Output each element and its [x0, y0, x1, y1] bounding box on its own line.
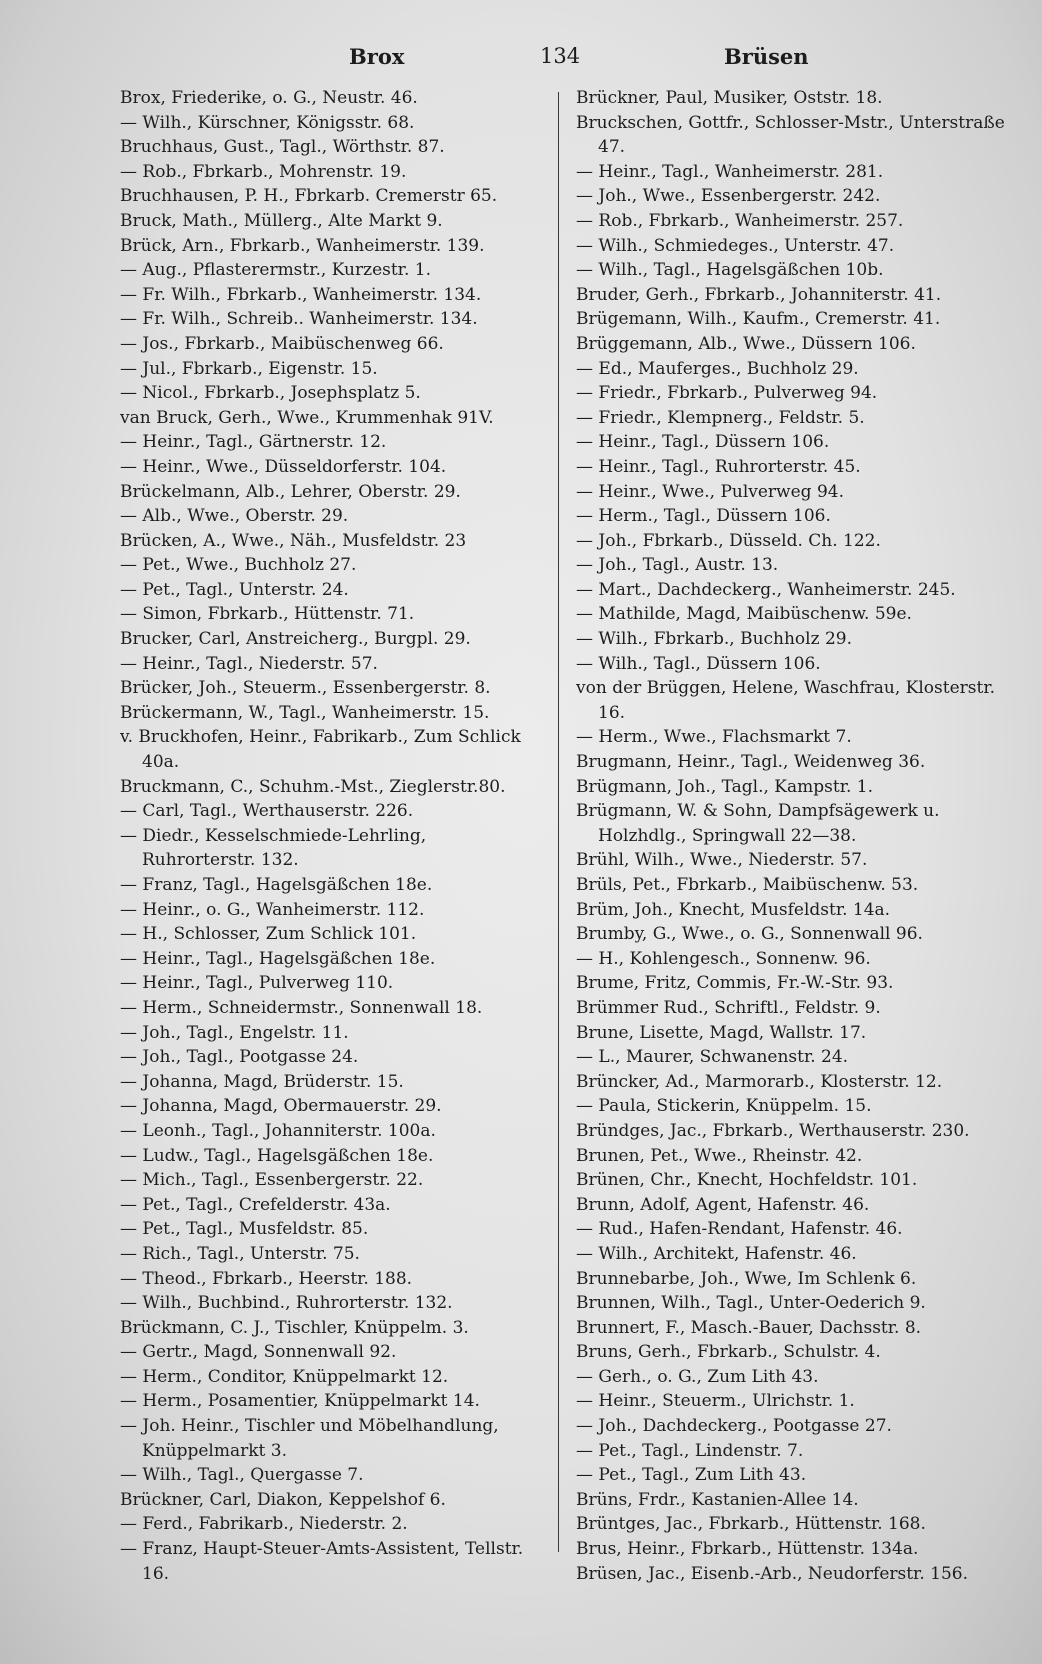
directory-entry: Brügmann, W. & Sohn, Dampfsägewerk u. Holzhdlg., Springwall 22—38. [576, 801, 940, 846]
directory-entry: Bruder, Gerh., Fbrkarb., Johanniterstr. 41. [576, 284, 942, 305]
directory-entry: — Friedr., Fbrkarb., Pulverweg 94. [576, 383, 878, 404]
directory-entry: — Paula, Stickerin, Knüppelm. 15. [576, 1096, 872, 1117]
directory-entry: — Gertr., Magd, Sonnenwall 92. [120, 1342, 397, 1363]
directory-entry: — Joh., Fbrkarb., Düsseld. Ch. 122. [576, 530, 881, 551]
directory-entry: v. Bruckhofen, Heinr., Fabrikarb., Zum Schlick 40a. [120, 727, 521, 773]
directory-entry: — Pet., Tagl., Crefelderstr. 43a. [120, 1194, 391, 1215]
directory-entry: Bruchhaus, Gust., Tagl., Wörthstr. 87. [120, 137, 445, 158]
directory-entry: — Johanna, Magd, Obermauerstr. 29. [120, 1096, 442, 1117]
directory-entry: Brüsen, Jac., Eisenb.-Arb., Neudorferstr. 156. [576, 1563, 968, 1584]
directory-entry: — Pet., Tagl., Musfeldstr. 85. [120, 1219, 369, 1240]
directory-entry: — Pet., Tagl., Zum Lith 43. [576, 1465, 807, 1486]
directory-entry: — Pet., Tagl., Lindenstr. 7. [576, 1440, 804, 1461]
directory-entry: — Pet., Wwe., Buchholz 27. [120, 555, 357, 576]
directory-entry: Brückermann, W., Tagl., Wanheimerstr. 15. [120, 702, 490, 723]
directory-entry: — Wilh., Architekt, Hafenstr. 46. [576, 1243, 857, 1264]
directory-entry: — Joh., Wwe., Essenbergerstr. 242. [576, 186, 881, 207]
directory-entry: Brügmann, Joh., Tagl., Kampstr. 1. [576, 776, 873, 797]
directory-entry: Brüls, Pet., Fbrkarb., Maibüschenw. 53. [576, 875, 919, 895]
directory-entry: — Alb., Wwe., Oberstr. 29. [120, 506, 349, 527]
directory-entry: — Herm., Schneidermstr., Sonnenwall 18. [120, 997, 483, 1018]
directory-entry: — Ludw., Tagl., Hagelsgäßchen 18e. [120, 1145, 434, 1166]
directory-entry: — Mathilde, Magd, Maibüschenw. 59e. [576, 604, 912, 625]
directory-entry: — Herm., Tagl., Düssern 106. [576, 506, 831, 527]
directory-entry: — Mart., Dachdeckerg., Wanheimerstr. 245. [576, 579, 956, 600]
directory-entry: — Rud., Hafen-Rendant, Hafenstr. 46. [576, 1219, 903, 1240]
directory-entry: — Heinr., Tagl., Ruhrorterstr. 45. [576, 456, 861, 477]
directory-entry: — Wilh., Fbrkarb., Buchholz 29. [576, 629, 853, 650]
directory-entry: van Bruck, Gerh., Wwe., Krummenhak 91V. [120, 407, 494, 428]
directory-entry: — Heinr., Tagl., Gärtnerstr. 12. [120, 432, 387, 453]
directory-entry: — Heinr., Wwe., Pulverweg 94. [576, 481, 844, 502]
directory-entry: — Fr. Wilh., Fbrkarb., Wanheimerstr. 134. [120, 284, 482, 305]
page-number: 134 [540, 44, 581, 68]
directory-entry: Bruckmann, C., Schuhm.-Mst., Zieglerstr.80. [120, 776, 506, 797]
directory-entry: — Theod., Fbrkarb., Heerstr. 188. [120, 1268, 413, 1289]
directory-entry: — L., Maurer, Schwanenstr. 24. [576, 1047, 849, 1068]
directory-entry: — Jos., Fbrkarb., Maibüschenweg 66. [120, 333, 444, 354]
left-column [120, 86, 544, 1586]
directory-entry: Brucker, Carl, Anstreicherg., Burgpl. 29. [120, 629, 471, 650]
directory-entry: — Herm., Wwe., Flachsmarkt 7. [576, 727, 852, 748]
header-right-keyword: Brüsen [724, 44, 809, 69]
page-header [0, 44, 1042, 74]
directory-entry: — Ferd., Fabrikarb., Niederstr. 2. [120, 1514, 408, 1535]
directory-entry: — H., Schlosser, Zum Schlick 101. [120, 924, 417, 945]
directory-entry: — Heinr., Tagl., Wanheimerstr. 281. [576, 161, 884, 182]
directory-entry: von der Brüggen, Helene, Waschfrau, Klosterstr. 16. [576, 678, 995, 723]
directory-entry: Bruck, Math., Müllerg., Alte Markt 9. [120, 210, 443, 231]
directory-entry: — Wilh., Kürschner, Königsstr. 68. [120, 112, 415, 133]
directory-entry: — Rob., Fbrkarb., Mohrenstr. 19. [120, 161, 407, 182]
directory-entry: Brus, Heinr., Fbrkarb., Hüttenstr. 134a. [576, 1539, 919, 1560]
directory-entry: Bruckschen, Gottfr., Schlosser-Mstr., Unterstraße 47. [576, 112, 1005, 158]
directory-entry: — Franz, Tagl., Hagelsgäßchen 18e. [120, 875, 433, 895]
directory-entry: Brune, Lisette, Magd, Wallstr. 17. [576, 1022, 867, 1043]
directory-entry: Brox, Friederike, o. G., Neustr. 46. [120, 88, 418, 108]
column-divider [558, 92, 559, 1552]
directory-entry: — Pet., Tagl., Unterstr. 24. [120, 579, 349, 600]
directory-entry: — Joh. Heinr., Tischler und Möbelhandlung, Knüppelmarkt 3. [120, 1416, 499, 1461]
directory-entry: — Diedr., Kesselschmiede-Lehrling, Ruhrorterstr. 132. [120, 825, 427, 871]
directory-entry: Brüns, Frdr., Kastanien-Allee 14. [576, 1489, 859, 1510]
directory-entry: Brügemann, Wilh., Kaufm., Cremerstr. 41. [576, 309, 941, 330]
directory-entry: — Aug., Pflasterermstr., Kurzestr. 1. [120, 260, 431, 281]
directory-entry: Brunnebarbe, Joh., Wwe, Im Schlenk 6. [576, 1268, 917, 1289]
directory-entry: — Fr. Wilh., Schreib.. Wanheimerstr. 134. [120, 309, 478, 330]
directory-entry: — Simon, Fbrkarb., Hüttenstr. 71. [120, 604, 415, 625]
directory-entry: — Wilh., Buchbind., Ruhrorterstr. 132. [120, 1293, 453, 1314]
directory-entry: Brümmer Rud., Schriftl., Feldstr. 9. [576, 997, 881, 1018]
directory-entry: — Heinr., Wwe., Düsseldorferstr. 104. [120, 456, 447, 477]
directory-entry: — Leonh., Tagl., Johanniterstr. 100a. [120, 1120, 436, 1141]
directory-entry: — Joh., Tagl., Pootgasse 24. [120, 1047, 359, 1068]
directory-entry: Brüggemann, Alb., Wwe., Düssern 106. [576, 333, 916, 354]
directory-entry: — Ed., Mauferges., Buchholz 29. [576, 358, 859, 379]
directory-entry: Brüntges, Jac., Fbrkarb., Hüttenstr. 168. [576, 1514, 926, 1535]
directory-entry: — Franz, Haupt-Steuer-Amts-Assistent, Tellstr. 16. [120, 1539, 524, 1584]
directory-entry: — Mich., Tagl., Essenbergerstr. 22. [120, 1170, 424, 1191]
directory-entry: — Herm., Conditor, Knüppelmarkt 12. [120, 1366, 449, 1387]
directory-entry: — Wilh., Schmiedeges., Unterstr. 47. [576, 235, 895, 256]
directory-entry: — Wilh., Tagl., Quergasse 7. [120, 1465, 364, 1486]
directory-entry: Brunn, Adolf, Agent, Hafenstr. 46. [576, 1194, 870, 1215]
directory-entry: Brühl, Wilh., Wwe., Niederstr. 57. [576, 850, 868, 871]
directory-entry: Brück, Arn., Fbrkarb., Wanheimerstr. 139. [120, 235, 485, 256]
directory-entry: — Joh., Tagl., Austr. 13. [576, 555, 779, 576]
directory-entry: Brunnert, F., Masch.-Bauer, Dachsstr. 8. [576, 1317, 922, 1338]
directory-entry: Brüm, Joh., Knecht, Musfeldstr. 14a. [576, 899, 891, 920]
directory-entry: — Wilh., Tagl., Hagelsgäßchen 10b. [576, 260, 884, 281]
directory-entry: — Friedr., Klempnerg., Feldstr. 5. [576, 407, 865, 428]
directory-entry: — Heinr., o. G., Wanheimerstr. 112. [120, 899, 425, 920]
directory-entry: Brüncker, Ad., Marmorarb., Klosterstr. 12. [576, 1071, 943, 1092]
directory-entry: Brückner, Paul, Musiker, Oststr. 18. [576, 88, 883, 108]
directory-entry: Brückelmann, Alb., Lehrer, Oberstr. 29. [120, 481, 461, 502]
directory-entry: — Joh., Dachdeckerg., Pootgasse 27. [576, 1416, 892, 1437]
directory-entry: — Heinr., Tagl., Düssern 106. [576, 432, 830, 453]
directory-entry: — Heinr., Steuerm., Ulrichstr. 1. [576, 1391, 855, 1412]
directory-entry: — Rich., Tagl., Unterstr. 75. [120, 1243, 360, 1264]
directory-entry: Bruns, Gerh., Fbrkarb., Schulstr. 4. [576, 1342, 881, 1363]
right-column [576, 86, 1006, 1586]
directory-entry: Brücker, Joh., Steuerm., Essenbergerstr. 8. [120, 678, 491, 699]
directory-entry: — Johanna, Magd, Brüderstr. 15. [120, 1071, 404, 1092]
header-left-keyword: Brox [349, 44, 405, 69]
directory-entry: — Heinr., Tagl., Niederstr. 57. [120, 653, 378, 674]
directory-entry: — Heinr., Tagl., Hagelsgäßchen 18e. [120, 948, 436, 969]
directory-entry: — Carl, Tagl., Werthauserstr. 226. [120, 801, 414, 822]
directory-entry: — Wilh., Tagl., Düssern 106. [576, 653, 821, 674]
directory-entry: Brumby, G., Wwe., o. G., Sonnenwall 96. [576, 924, 923, 945]
directory-entry: — Herm., Posamentier, Knüppelmarkt 14. [120, 1391, 480, 1412]
directory-entry: — Rob., Fbrkarb., Wanheimerstr. 257. [576, 210, 904, 231]
directory-entry: — Nicol., Fbrkarb., Josephsplatz 5. [120, 383, 421, 404]
directory-entry: — Joh., Tagl., Engelstr. 11. [120, 1022, 349, 1043]
directory-entry: Brückmann, C. J., Tischler, Knüppelm. 3. [120, 1317, 469, 1338]
directory-entry: Brume, Fritz, Commis, Fr.-W.-Str. 93. [576, 973, 894, 994]
directory-entry: Brünen, Chr., Knecht, Hochfeldstr. 101. [576, 1170, 918, 1191]
directory-entry: — Gerh., o. G., Zum Lith 43. [576, 1366, 819, 1387]
directory-entry: Bruchhausen, P. H., Fbrkarb. Cremerstr 65. [120, 186, 498, 207]
directory-entry: Bründges, Jac., Fbrkarb., Werthauserstr. 230. [576, 1120, 970, 1141]
directory-entry: — H., Kohlengesch., Sonnenw. 96. [576, 948, 871, 969]
directory-entry: Brücken, A., Wwe., Näh., Musfeldstr. 23 [120, 530, 467, 551]
directory-entry: Brunnen, Wilh., Tagl., Unter-Oederich 9. [576, 1293, 926, 1314]
directory-entry: — Jul., Fbrkarb., Eigenstr. 15. [120, 358, 378, 379]
directory-entry: Brückner, Carl, Diakon, Keppelshof 6. [120, 1489, 446, 1510]
directory-entry: Brugmann, Heinr., Tagl., Weidenweg 36. [576, 752, 926, 773]
directory-entry: — Heinr., Tagl., Pulverweg 110. [120, 973, 394, 994]
directory-entry: Brunen, Pet., Wwe., Rheinstr. 42. [576, 1145, 863, 1166]
